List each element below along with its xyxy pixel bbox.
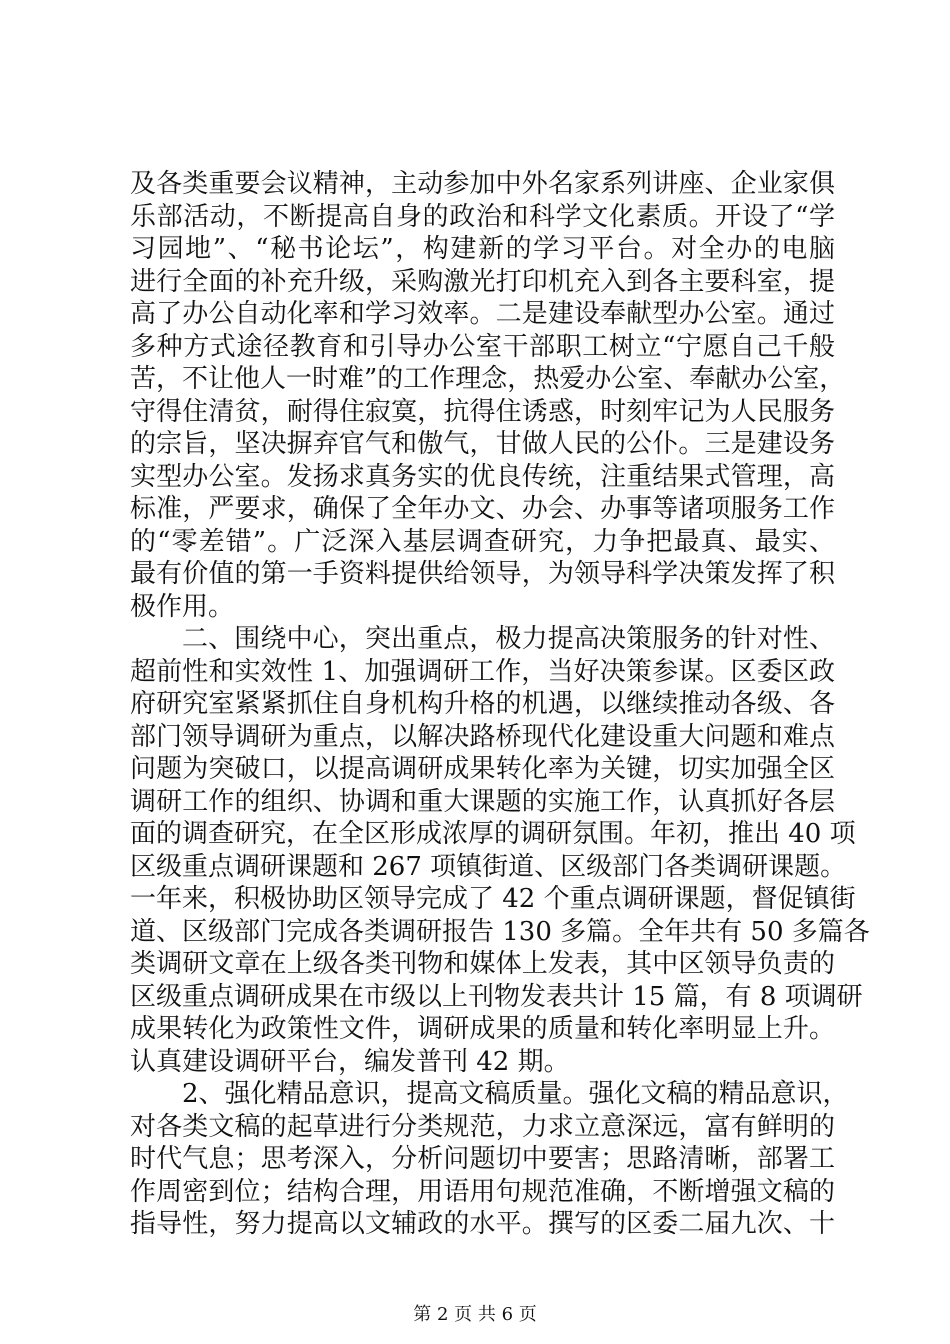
- text-line: 的宗旨，坚决摒弃官气和傲气，甘做人民的公仆。三是建设务: [130, 429, 835, 459]
- text-line: 部门领导调研为重点，以解决路桥现代化建设重大问题和难点: [130, 721, 835, 752]
- text-line: 一年来，积极协助区领导完成了 42 个重点调研课题，督促镇街: [130, 884, 856, 914]
- text-line: 面的调查研究，在全区形成浓厚的调研氛围。年初，推出 40 项: [130, 819, 856, 849]
- text-line: 苦，不让他人一时难”的工作理念，热爱办公室、奉献办公室，: [130, 364, 846, 394]
- page-footer: [0, 1300, 950, 1326]
- text-line: 最有价值的第一手资料提供给领导，为领导科学决策发挥了积: [130, 559, 835, 589]
- text-line: 时代气息；思考深入，分析问题切中要害；思路清晰，部署工: [130, 1144, 835, 1174]
- text-line: 区级重点调研成果在市级以上刊物发表共计 15 篇，有 8 项调研: [130, 981, 863, 1012]
- text-line: 区级重点调研课题和 267 项镇街道、区级部门各类调研课题。: [130, 851, 847, 882]
- text-line: 习园地”、“秘书论坛”，构建新的学习平台。对全办的电脑: [130, 234, 835, 264]
- paragraph-start: 2、强化精品意识，提高文稿质量。强化文稿的精品意识，: [182, 1079, 849, 1109]
- text-line: 府研究室紧紧抓住自身机构升格的机遇，以继续推动各级、各: [130, 689, 835, 719]
- text-line: 类调研文章在上级各类刊物和媒体上发表，其中区领导负责的: [130, 949, 835, 979]
- text-line: 实型办公室。发扬求真务实的优良传统，注重结果式管理，高: [130, 461, 835, 492]
- page-number-label: 第 2 页 共 6 页: [413, 1304, 537, 1325]
- text-line: 对各类文稿的起草进行分类规范，力求立意深远，富有鲜明的: [130, 1111, 835, 1142]
- text-line: 标准，严要求，确保了全年办文、办会、办事等诸项服务工作: [130, 494, 835, 524]
- text-line: 守得住清贫，耐得住寂寞，抗得住诱惑，时刻牢记为人民服务: [130, 396, 835, 427]
- text-line: 高了办公自动化率和学习效率。二是建设奉献型办公室。通过: [130, 299, 835, 329]
- text-line: 进行全面的补充升级，采购激光打印机充入到各主要科室，提: [130, 266, 835, 297]
- text-line: 道、区级部门完成各类调研报告 130 多篇。全年共有 50 多篇各: [130, 916, 870, 947]
- text-line: 认真建设调研平台，编发普刊 42 期。: [130, 1046, 570, 1077]
- text-line: 调研工作的组织、协调和重大课题的实施工作，认真抓好各层: [130, 786, 835, 817]
- text-line: 的“零差错”。广泛深入基层调查研究，力争把最真、最实、: [130, 526, 835, 557]
- text-line: 及各类重要会议精神，主动参加中外名家系列讲座、企业家俱: [130, 169, 835, 199]
- text-line: 成果转化为政策性文件，调研成果的质量和转化率明显上升。: [130, 1014, 835, 1044]
- text-line: 问题为突破口，以提高调研成果转化率为关键，切实加强全区: [130, 754, 835, 784]
- text-line: 极作用。: [130, 591, 235, 622]
- document-body: [130, 168, 870, 1241]
- text-line: 指导性，努力提高以文辅政的水平。撰写的区委二届九次、十: [130, 1209, 835, 1239]
- text-line: 多种方式途径教育和引导办公室干部职工树立“宁愿自己千般: [130, 331, 835, 362]
- text-line: 作周密到位；结构合理，用语用句规范准确，不断增强文稿的: [130, 1176, 835, 1207]
- paragraph-heading: 二、围绕中心，突出重点，极力提高决策服务的针对性、: [182, 624, 835, 654]
- text-line: 乐部活动，不断提高自身的政治和科学文化素质。开设了“学: [130, 201, 835, 232]
- text-line: 超前性和实效性 1、加强调研工作，当好决策参谋。区委区政: [130, 656, 835, 687]
